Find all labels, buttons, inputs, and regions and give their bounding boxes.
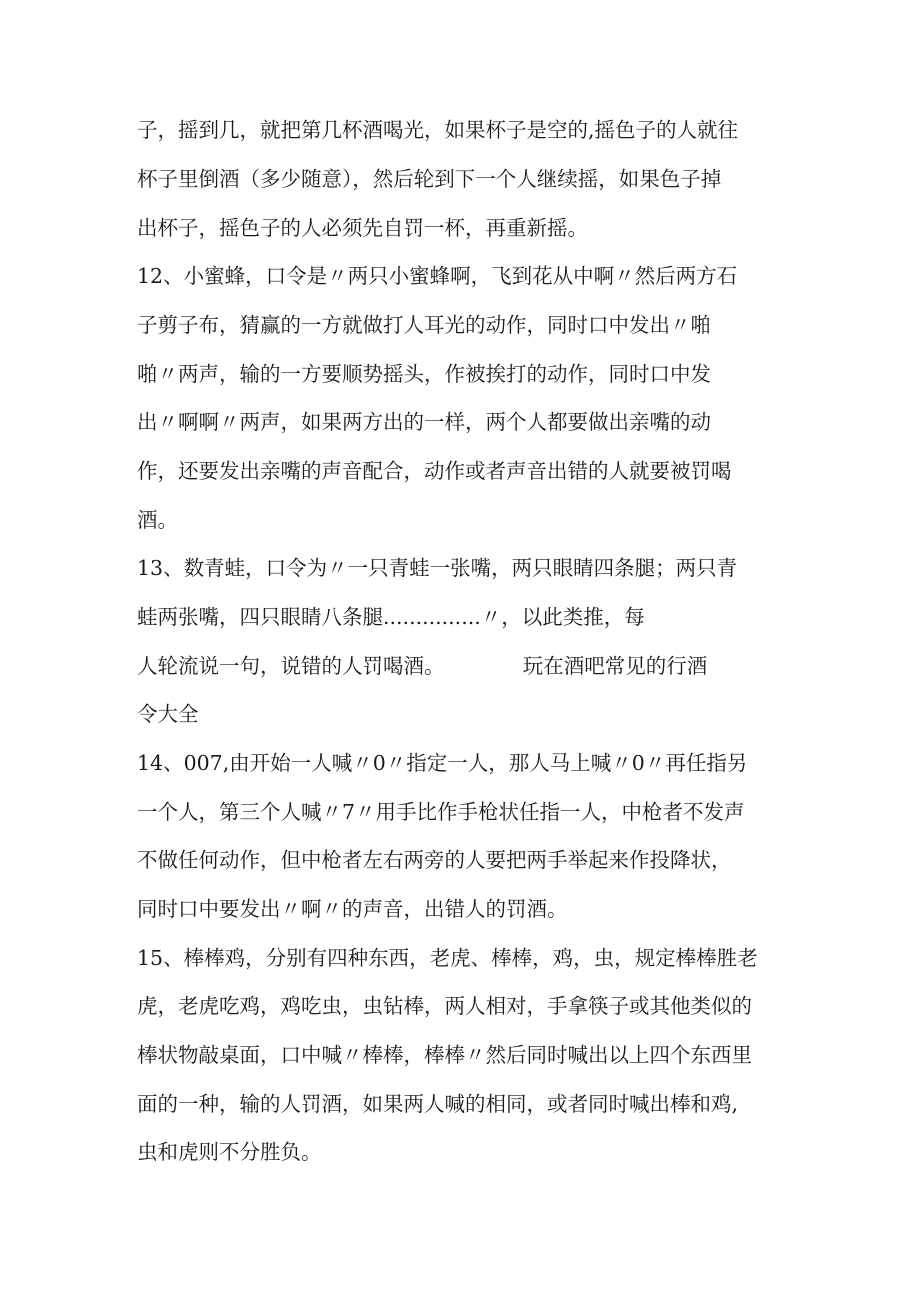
text-line: 出杯子，摇色子的人必须先自罚一杯，再重新摇。 <box>137 216 588 240</box>
text-line: 杯子里倒酒（多少随意），然后轮到下一个人继续摇，如果色子掉 <box>137 167 722 191</box>
text-line: 同时口中要发出〃啊〃的声音，出错人的罚酒。 <box>137 897 568 921</box>
text-line: 出〃啊啊〃两声，如果两方出的一样，两个人都要做出亲嘴的动 <box>137 410 711 434</box>
text-line: 虎，老虎吃鸡，鸡吃虫，虫钻棒，两人相对，手拿筷子或其他类似的 <box>137 994 752 1018</box>
text-line: 作，还要发出亲嘴的声音配合，动作或者声音出错的人就要被罚喝 <box>137 459 732 483</box>
text-line: 13、数青蛙，口令为〃一只青蛙一张嘴，两只眼睛四条腿；两只青 <box>137 556 738 580</box>
text-line: 不做任何动作，但中枪者左右两旁的人要把两手举起来作投降状， <box>137 848 732 872</box>
text-line: 一个人，第三个人喊〃7〃用手比作手枪状任指一人，中枪者不发声 <box>137 800 745 824</box>
text-line: 令大全 <box>137 702 199 726</box>
text-line: 虫和虎则不分胜负。 <box>137 1140 322 1164</box>
text-line: 12、小蜜蜂，口令是〃两只小蜜蜂啊，飞到花从中啊〃然后两方石 <box>137 264 738 288</box>
text-line: 酒。 <box>137 508 178 532</box>
text-line: 棒状物敲桌面，口中喊〃棒棒，棒棒〃然后同时喊出以上四个东西里 <box>137 1043 752 1067</box>
text-line: 子剪子布，猜赢的一方就做打人耳光的动作，同时口中发出〃啪 <box>137 313 711 337</box>
text-line: 15、棒棒鸡，分别有四种东西，老虎、棒棒，鸡，虫，规定棒棒胜老 <box>137 946 758 970</box>
text-line: 啪〃两声，输的一方要顺势摇头，作被挨打的动作，同时口中发 <box>137 362 711 386</box>
text-line: 14、007,由开始一人喊〃0〃指定一人，那人马上喊〃0〃再任指另 <box>137 751 748 775</box>
text-line: 人轮流说一句，说错的人罚喝酒。 玩在酒吧常见的行酒 <box>137 654 708 678</box>
text-line: 子，摇到几，就把第几杯酒喝光，如果杯子是空的,摇色子的人就往 <box>137 118 739 142</box>
text-line: 蛙两张嘴，四只眼睛八条腿...............〃，以此类推，每 <box>137 605 645 629</box>
text-line: 面的一种，输的人罚酒，如果两人喊的相同，或者同时喊出棒和鸡, <box>137 1092 739 1116</box>
